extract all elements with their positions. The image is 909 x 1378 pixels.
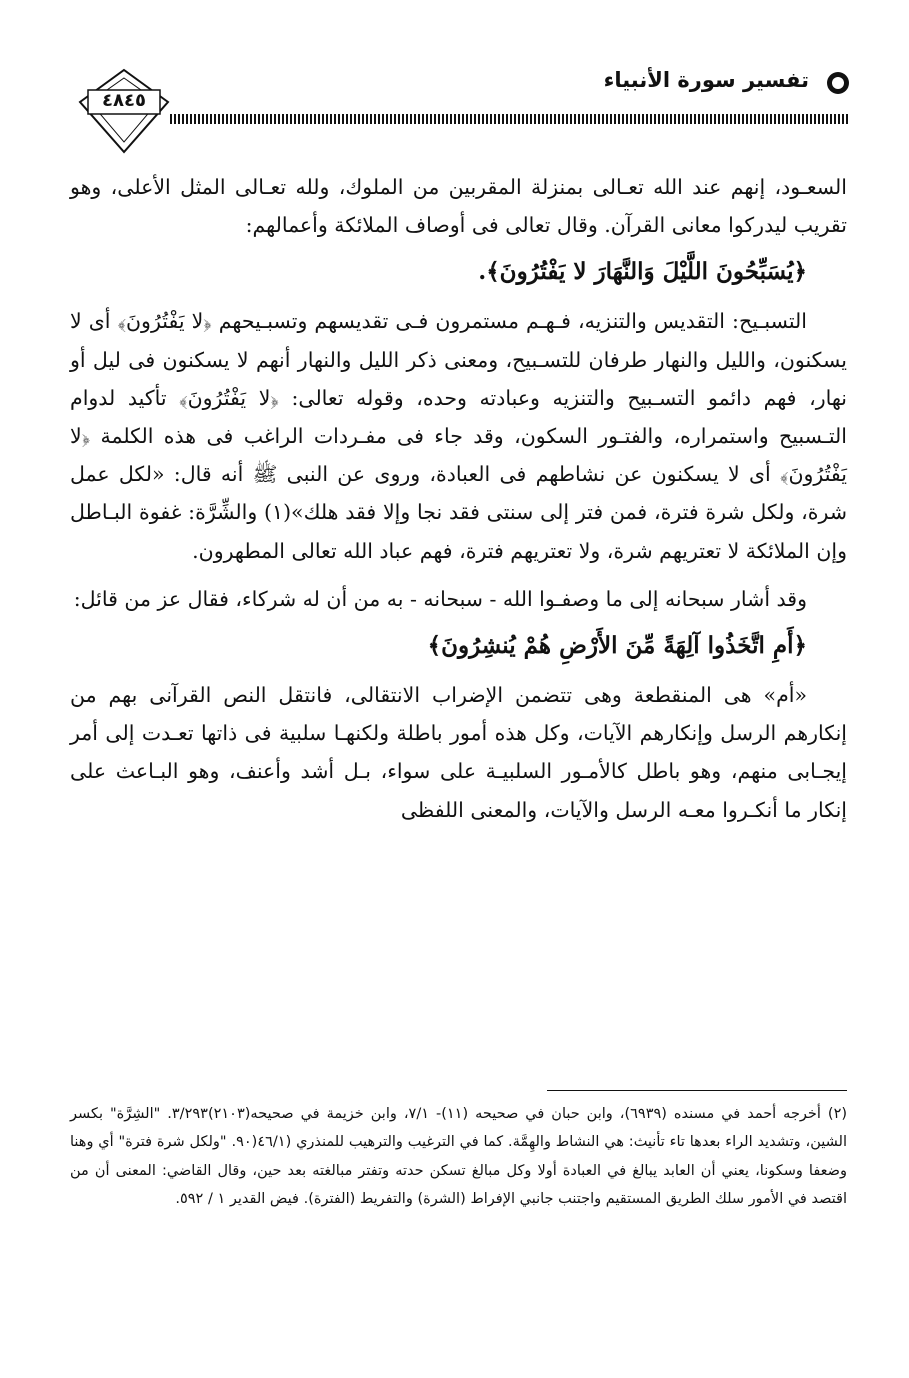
- page-header: [78, 60, 849, 160]
- page-number-badge: [78, 68, 170, 154]
- title-ornament-icon: [827, 72, 849, 94]
- main-text: [70, 168, 847, 829]
- paragraph-4: «أم» هى المنقطعة وهى تتضمن الإضراب الانتقالى، فانتقل النص القرآنى بهم من إنكارهم الرسل وإنكارهم الآيات، وكل هذه أمور باطلة ولكنهـا سلبية فى ذاتها تعـدت إلى أمر إيجـابى منهم، وهو باطل كالأمـور السلبيـة على سواء، بـل أشد وأعنف، وهو البـاعث على إنكار ما أنكـروا معـه الرسل والآيات، والمعنى اللفظى: [70, 683, 847, 822]
- paragraph-1: السعـود، إنهم عند الله تعـالى بمنزلة المقربين من الملوك، ولله تعـالى المثل الأعلى، وهو تقريب ليدركوا معانى القرآن. وقال تعالى فى أوصاف الملائكة وأعمالهم:: [70, 175, 847, 238]
- quran-verse-1: ﴿يُسَبِّحُونَ اللَّيْلَ وَالنَّهَارَ لا يَفْتُرُونَ﴾.: [478, 258, 807, 286]
- quran-verse-2: ﴿أَمِ اتَّخَذُوا آلِهَةً مِّنَ الأَرْضِ هُمْ يُنشِرُونَ﴾: [427, 632, 807, 660]
- paragraph-2: التسبـيح: التقديس والتنزيه، فـهـم مستمرون فـى تقديسهم وتسبـيحهم ﴿لا يَفْتُرُونَ﴾ أى لا يسكنون، والليل والنهار طرفان للتسـبيح، ومعنى ذكر الليل والنهار أنهم لا يسكنون فى ليل أو نهار، فهم دائمو التسـبيح والتنزيه وعبادته وحده، وقوله تعالى: ﴿لا يَفْتُرُونَ﴾ تأكيد لدوام التـسبيح واستمراره، والفتـور السكون، وقد جاء فى مفـردات الراغب فى هذه الكلمة ﴿لا يَفْتُرُونَ﴾ أى لا يسكنون عن نشاطهم فى العبادة، وروى عن النبى ﷺ أنه قال: «لكل عمل شرة، ولكل شرة فترة، فمن فتر إلى سنتى فقد نجا وإلا فقد هلك»(١) والشِّرَّة: غفوة البـاطل وإن الملائكة لا تعتريهم شرة، ولا تعتريهم فترة، فهم عباد الله تعالى المطهرون.: [70, 309, 847, 563]
- running-title: تفسير سورة الأنبياء: [603, 68, 809, 92]
- page-number: ٤٨٤٥: [102, 90, 146, 111]
- footnote: (٢) أخرجه أحمد في مسنده (٦٩٣٩)، وابن حبان في صحيحه (١١)- ٧/١، وابن خزيمة في صحيحه(٢١٠٣)٣/٢٩٣. "الشِرَّة" بكسر الشين، وتشديد الراء بعدها تاء تأنيث: هي النشاط والهِمَّة. كما في الترغيب والترهيب للمنذري (٤٦/١(٩٠. "ولكل شرة فترة" أي وهنا وضعفا وسكونا، يعني أن العابد يبالغ في العبادة أولا وكل مبالغ تسكن حدته وتفتر مبالغته بعد حين، وقال القاضي: المعنى أن من اقتصد في الأمور سلك الطريق المستقيم واجتنب جانبي الإفراط (الشرة) والتفريط (الفترة). فيض القدير ١ / ٥٩٢.: [70, 1106, 848, 1208]
- header-rule: [170, 114, 849, 124]
- footnote-divider: [547, 1090, 847, 1091]
- paragraph-3: وقد أشار سبحانه إلى ما وصفـوا الله - سبحانه - به من أن له شركاء، فقال عز من قائل:: [73, 586, 807, 611]
- page-badge-ornament-icon: [78, 68, 170, 154]
